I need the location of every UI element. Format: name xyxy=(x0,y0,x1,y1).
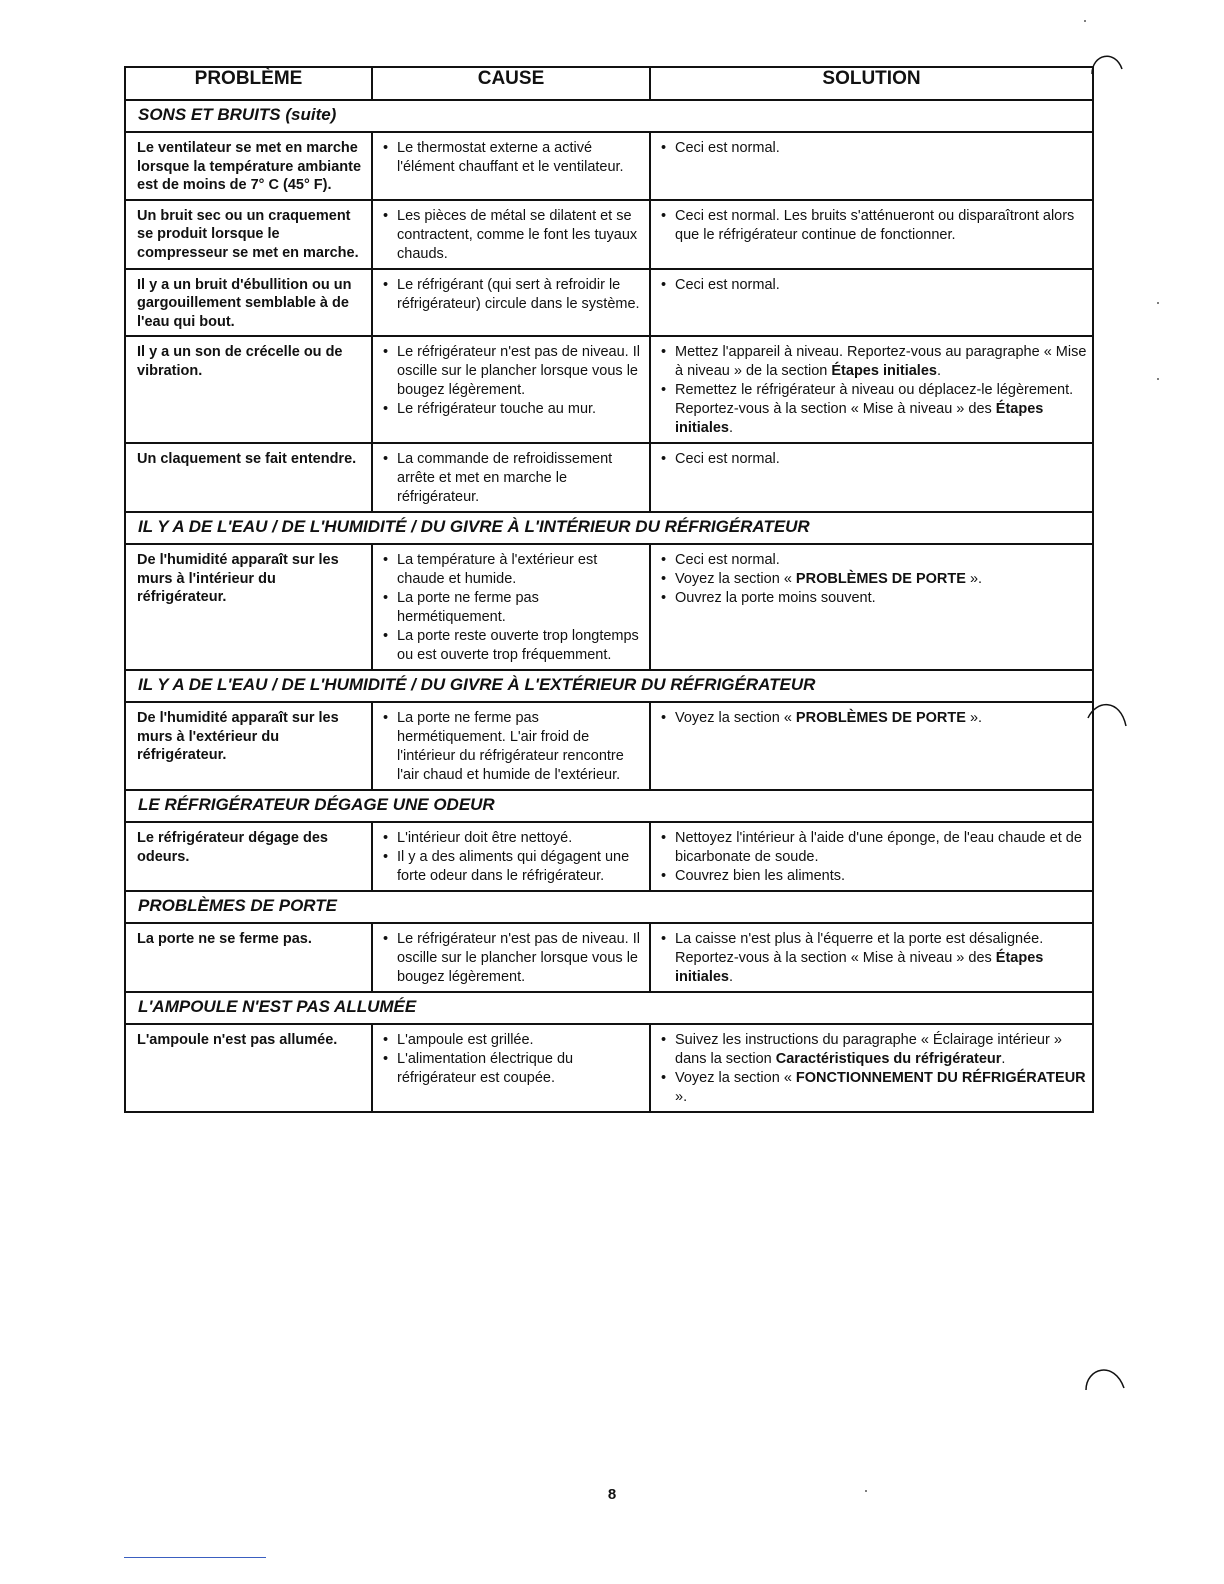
cause-item: • L'intérieur doit être nettoyé. xyxy=(383,829,645,848)
table-row xyxy=(125,544,1093,670)
solution-cell xyxy=(650,544,1093,670)
section-title: L'AMPOULE N'EST PAS ALLUMÉE xyxy=(125,992,1093,1024)
column-header-cause: CAUSE xyxy=(372,67,650,100)
column-header-problem: PROBLÈME xyxy=(125,67,372,100)
solution-emphasis: Étapes initiales xyxy=(675,950,1044,985)
solution-emphasis: Caractéristiques du réfrigérateur xyxy=(775,1051,1002,1067)
solution-cell xyxy=(650,923,1093,992)
section-title: IL Y A DE L'EAU / DE L'HUMIDITÉ / DU GIVRE À L'EXTÉRIEUR DU RÉFRIGÉRATEUR xyxy=(125,670,1093,702)
section-header-row xyxy=(125,670,1093,702)
cause-item: • Le réfrigérant (qui sert à refroidir le réfrigérateur) circule dans le système. xyxy=(383,276,645,314)
solution-item xyxy=(661,450,1088,469)
solution-text: Nettoyez l'intérieur à l'aide d'une éponge, de l'eau chaude et de bicarbonate de soude. xyxy=(675,830,1082,865)
cause-item: • La porte ne ferme pas hermétiquement. L'air froid de l'intérieur du réfrigérateur rencontre l'air chaud et humide de l'extérieur. xyxy=(383,709,645,785)
section-header-row xyxy=(125,790,1093,822)
solution-text: La caisse n'est plus à l'équerre et la porte est désalignée. Reportez-vous à la section « Mise à niveau » des xyxy=(675,931,1044,966)
table-row xyxy=(125,132,1093,200)
table-row xyxy=(125,1024,1093,1112)
margin-line-middle xyxy=(1092,740,1094,796)
cause-cell xyxy=(372,702,650,790)
cause-cell xyxy=(372,132,650,200)
section-header-row xyxy=(125,100,1093,132)
solution-text: Couvrez bien les aliments. xyxy=(675,868,846,884)
cause-item: • Le réfrigérateur n'est pas de niveau. Il oscille sur le plancher lorsque vous le bougez légèrement. xyxy=(383,343,645,400)
problem-cell: Il y a un son de crécelle ou de vibration. xyxy=(125,336,372,443)
solution-cell xyxy=(650,200,1093,269)
section-title: IL Y A DE L'EAU / DE L'HUMIDITÉ / DU GIVRE À L'INTÉRIEUR DU RÉFRIGÉRATEUR xyxy=(125,512,1093,544)
solution-cell xyxy=(650,1024,1093,1112)
stray-mark xyxy=(1084,20,1086,22)
solution-cell xyxy=(650,336,1093,443)
problem-cell: Un claquement se fait entendre. xyxy=(125,443,372,512)
cause-item: • Le réfrigérateur touche au mur. xyxy=(383,400,645,419)
solution-text: Ceci est normal. xyxy=(675,276,780,293)
table-row xyxy=(125,269,1093,337)
solution-text: Voyez la section « xyxy=(675,710,796,726)
cause-cell xyxy=(372,200,650,269)
solution-item xyxy=(661,1031,1088,1069)
solution-cell xyxy=(650,132,1093,200)
problem-cell: De l'humidité apparaît sur les murs à l'intérieur du réfrigérateur. xyxy=(125,544,372,670)
problem-cell: Un bruit sec ou un craquement se produit lorsque le compresseur se met en marche. xyxy=(125,200,372,269)
cause-cell xyxy=(372,822,650,891)
section-header-row xyxy=(125,992,1093,1024)
column-header-row xyxy=(125,67,1093,100)
margin-line-upper xyxy=(1092,86,1094,98)
solution-item xyxy=(661,829,1088,867)
solution-text: Voyez la section « xyxy=(675,571,796,587)
section-header-row xyxy=(125,512,1093,544)
problem-cell: Il y a un bruit d'ébullition ou un gargouillement semblable à de l'eau qui bout. xyxy=(125,269,372,337)
solution-cell xyxy=(650,822,1093,891)
problem-cell: La porte ne se ferme pas. xyxy=(125,923,372,992)
solution-item xyxy=(661,343,1088,381)
cause-item: • Le thermostat externe a activé l'élément chauffant et le ventilateur. xyxy=(383,139,645,177)
cause-item: • La porte reste ouverte trop longtemps ou est ouverte trop fréquemment. xyxy=(383,627,645,665)
solution-text-end: . xyxy=(729,420,734,436)
section-title: PROBLÈMES DE PORTE xyxy=(125,891,1093,923)
solution-item xyxy=(661,381,1088,438)
solution-text-end: . xyxy=(1001,1051,1006,1067)
binder-hole-arc-top xyxy=(1080,44,1130,84)
binder-hole-arc-middle xyxy=(1082,696,1132,736)
problem-cell: Le réfrigérateur dégage des odeurs. xyxy=(125,822,372,891)
table-row xyxy=(125,336,1093,443)
cause-cell xyxy=(372,336,650,443)
solution-cell xyxy=(650,443,1093,512)
solution-item xyxy=(661,570,1088,589)
cause-cell xyxy=(372,269,650,337)
solution-emphasis: Étapes initiales xyxy=(675,401,1044,436)
solution-text: Ceci est normal. Les bruits s'atténueront ou disparaîtront alors que le réfrigérateur continue de fonctionner. xyxy=(675,207,1075,243)
problem-cell: L'ampoule n'est pas allumée. xyxy=(125,1024,372,1112)
solution-item xyxy=(661,867,1088,886)
solution-text: Ceci est normal. xyxy=(675,140,780,156)
solution-item xyxy=(661,139,1088,158)
cause-cell xyxy=(372,923,650,992)
cause-item: • La porte ne ferme pas hermétiquement. xyxy=(383,589,645,627)
solution-text: Ceci est normal. xyxy=(675,552,780,568)
problem-cell: De l'humidité apparaît sur les murs à l'extérieur du réfrigérateur. xyxy=(125,702,372,790)
binder-hole-arc-bottom xyxy=(1080,1360,1130,1400)
footer-rule xyxy=(124,1557,266,1558)
solution-text: Voyez la section « xyxy=(675,1070,796,1086)
table-row xyxy=(125,923,1093,992)
solution-text-end: . xyxy=(936,363,941,379)
solution-item xyxy=(661,551,1088,570)
solution-text-end: ». xyxy=(965,571,983,587)
solution-emphasis: Étapes initiales xyxy=(831,363,937,379)
section-header-row xyxy=(125,891,1093,923)
cause-cell xyxy=(372,1024,650,1112)
solution-cell xyxy=(650,702,1093,790)
section-title: SONS ET BRUITS (suite) xyxy=(125,100,1093,132)
cause-item: • L'alimentation électrique du réfrigérateur est coupée. xyxy=(383,1050,645,1088)
solution-emphasis: PROBLÈMES DE PORTE xyxy=(795,571,966,587)
stray-mark xyxy=(1157,378,1159,380)
problem-cell: Le ventilateur se met en marche lorsque la température ambiante est de moins de 7° C (45° F). xyxy=(125,132,372,200)
cause-cell xyxy=(372,443,650,512)
solution-text: Remettez le réfrigérateur à niveau ou déplacez-le légèrement. Reportez-vous à la section « Mise à niveau » des xyxy=(675,382,1074,417)
solution-text-end: ». xyxy=(965,710,983,726)
table-row xyxy=(125,200,1093,269)
section-title: LE RÉFRIGÉRATEUR DÉGAGE UNE ODEUR xyxy=(125,790,1093,822)
cause-item: • La température à l'extérieur est chaude et humide. xyxy=(383,551,645,589)
table-row xyxy=(125,822,1093,891)
solution-text: Ceci est normal. xyxy=(675,451,780,467)
solution-item xyxy=(661,1069,1088,1107)
solution-text: Ouvrez la porte moins souvent. xyxy=(675,590,876,606)
table-row xyxy=(125,443,1093,512)
solution-item xyxy=(661,589,1088,608)
solution-item xyxy=(661,207,1088,245)
solution-item xyxy=(661,276,1088,295)
cause-item: • Il y a des aliments qui dégagent une forte odeur dans le réfrigérateur. xyxy=(383,848,645,886)
page-number: 8 xyxy=(607,1486,617,1503)
solution-text-end: . xyxy=(729,969,734,985)
solution-emphasis: FONCTIONNEMENT DU RÉFRIGÉRATEUR xyxy=(795,1070,1086,1086)
cause-item: • Le réfrigérateur n'est pas de niveau. Il oscille sur le plancher lorsque vous le bougez légèrement. xyxy=(383,930,645,987)
column-header-solution: SOLUTION xyxy=(650,67,1093,100)
solution-text: Mettez l'appareil à niveau. Reportez-vous au paragraphe « Mise à niveau » de la section xyxy=(675,344,1087,379)
cause-item: • La commande de refroidissement arrête et met en marche le réfrigérateur. xyxy=(383,450,645,507)
cause-cell xyxy=(372,544,650,670)
solution-item xyxy=(661,930,1088,987)
cause-item: • L'ampoule est grillée. xyxy=(383,1031,645,1050)
solution-emphasis: PROBLÈMES DE PORTE xyxy=(795,710,966,726)
solution-cell xyxy=(650,269,1093,337)
cause-item: • Les pièces de métal se dilatent et se contractent, comme le font les tuyaux chauds. xyxy=(383,207,645,264)
table-row xyxy=(125,702,1093,790)
stray-mark xyxy=(1157,302,1159,304)
solution-text-end: ». xyxy=(675,1089,688,1105)
solution-text: Suivez les instructions du paragraphe « Éclairage intérieur » dans la section xyxy=(675,1032,1062,1067)
solution-item xyxy=(661,709,1088,728)
troubleshooting-table xyxy=(124,66,1094,1113)
